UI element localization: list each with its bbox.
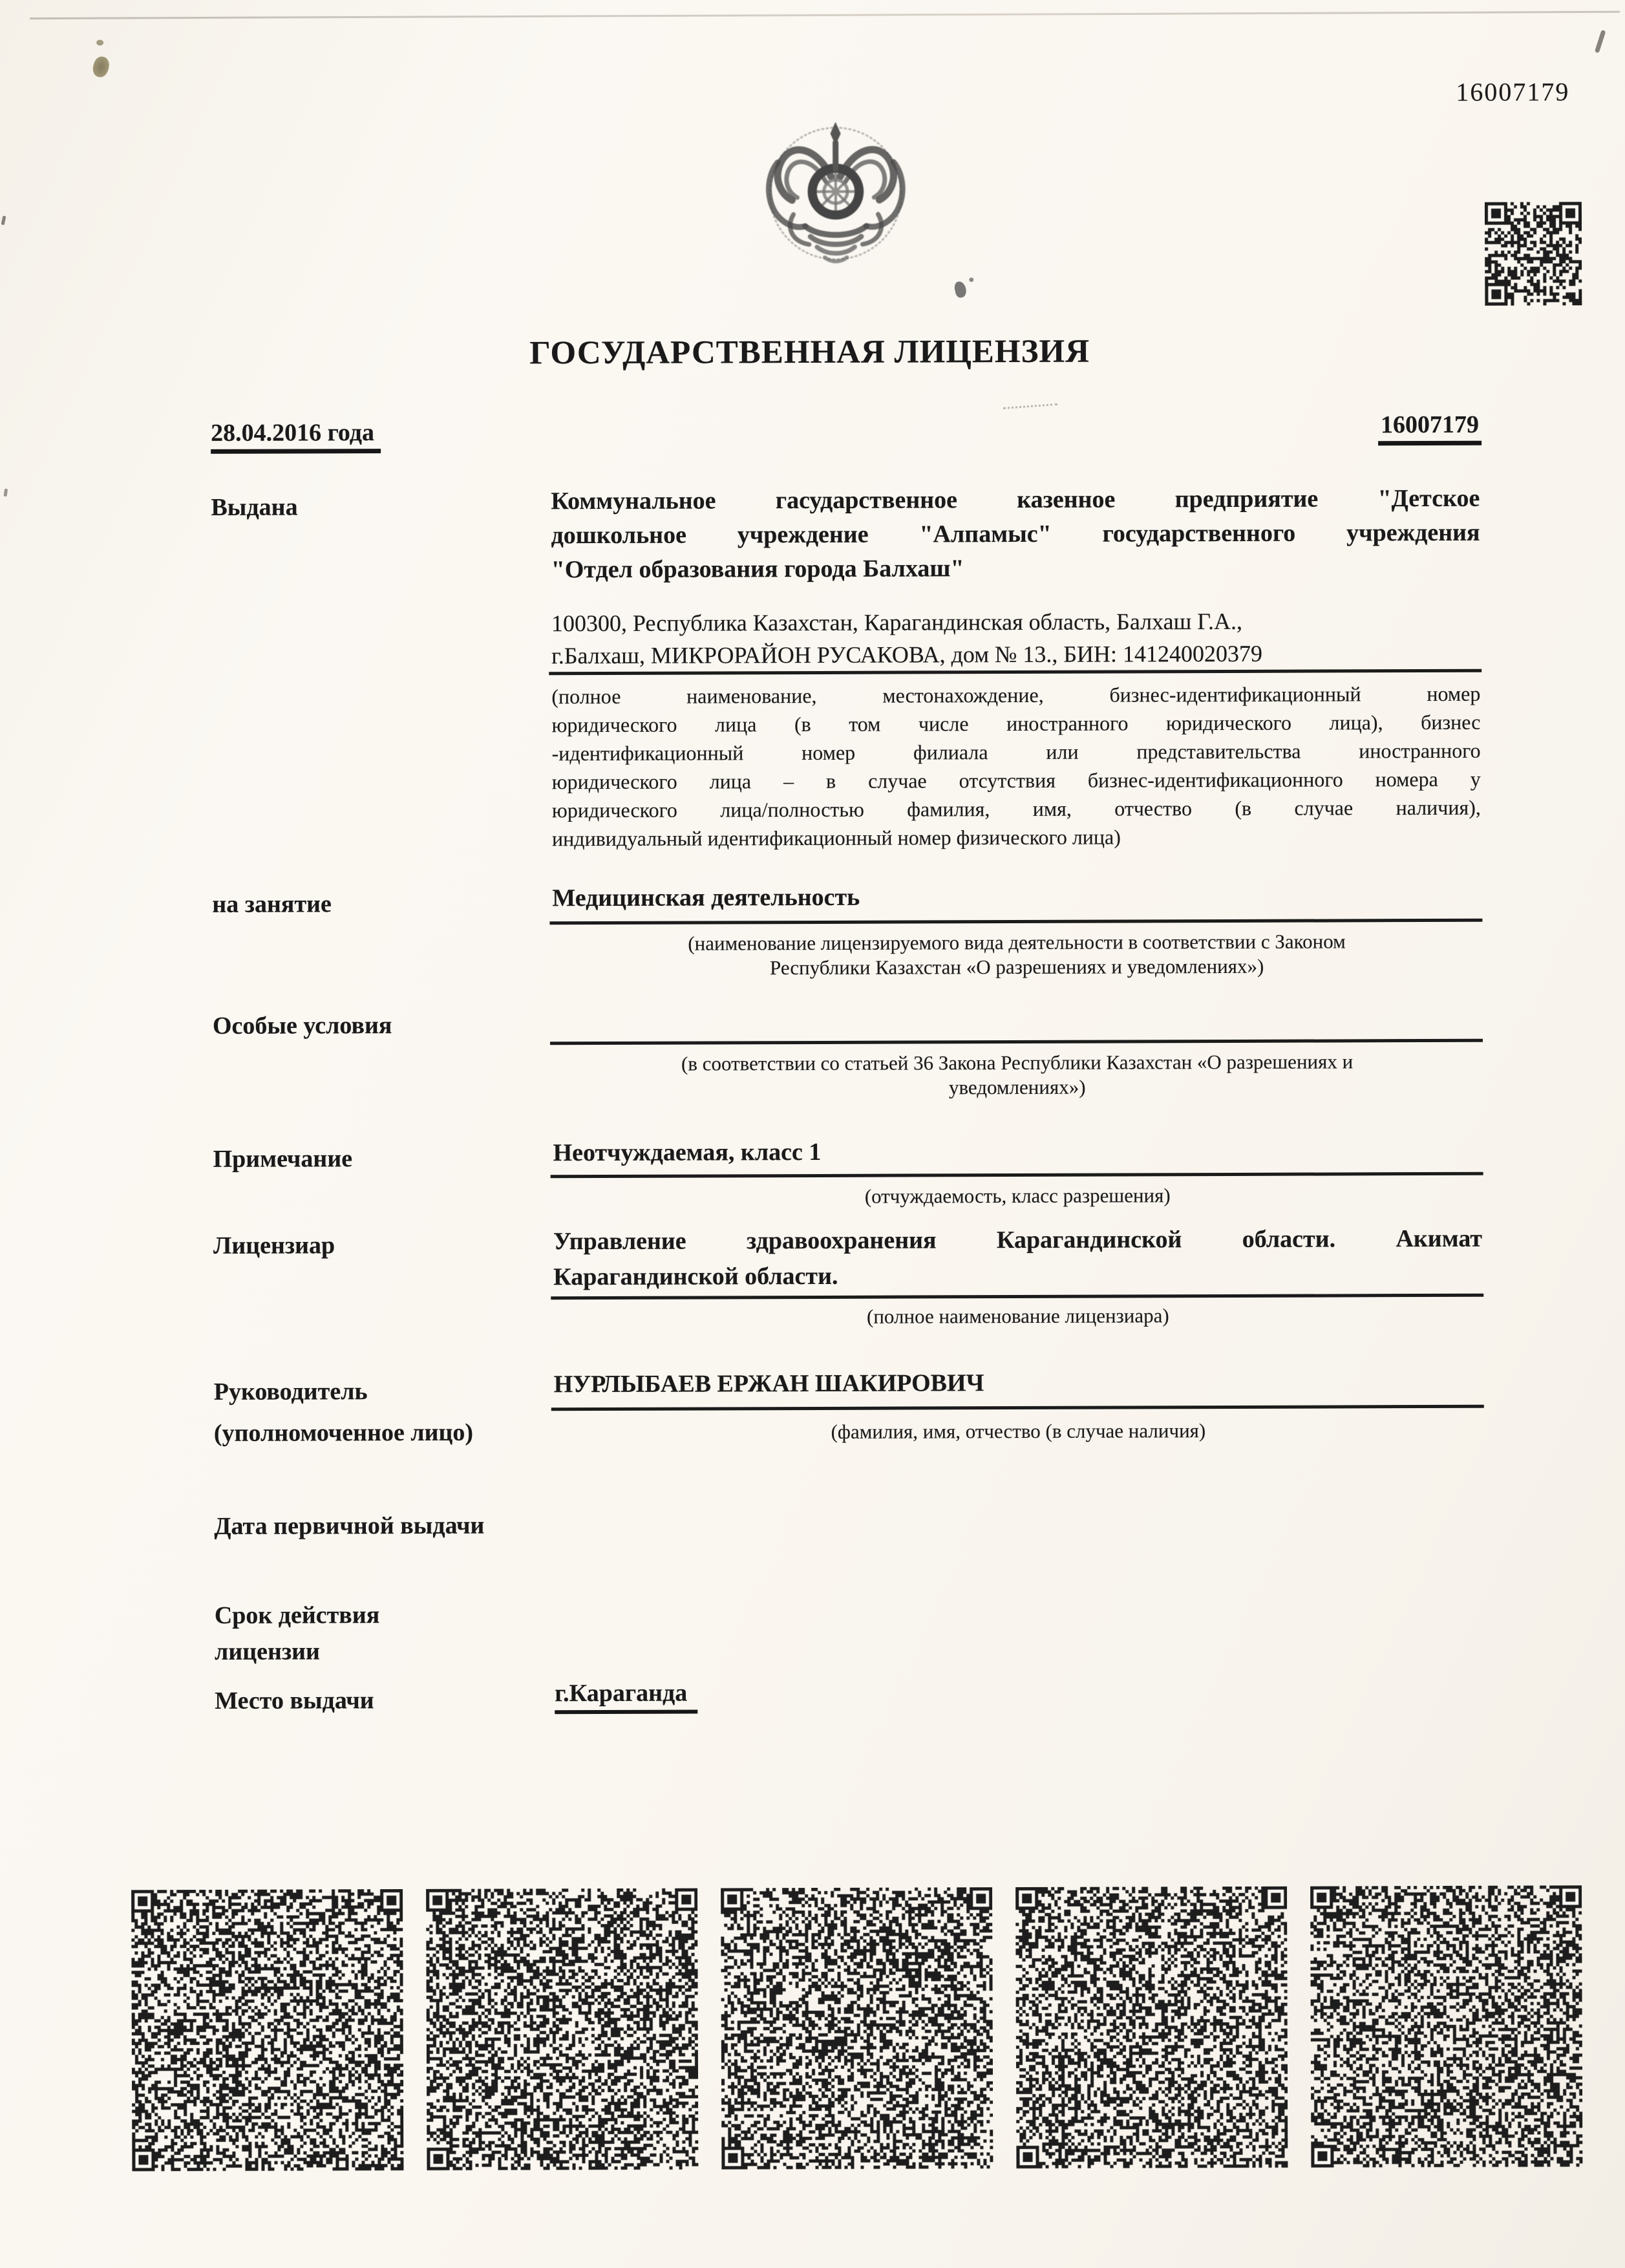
licensor-line: Управление здравоохранения Карагандинской области. Акимат	[553, 1225, 1483, 1256]
scan-artifact	[1, 216, 6, 226]
issued-to-address-line: 100300, Республика Казахстан, Карагандинская область, Балхаш Г.А.,	[551, 608, 1243, 637]
page-title: ГОСУДАРСТВЕННАЯ ЛИЦЕНЗИЯ	[529, 333, 1090, 372]
footnote-line: юридического лица – в случае отсутствия бизнес-идентификационного номера у	[551, 767, 1481, 794]
field-label-activity: на занятие	[212, 890, 332, 918]
datamatrix-barcode	[426, 1888, 698, 2171]
scan-artifact	[4, 489, 8, 497]
field-label-first-issue-date: Дата первичной выдачи	[214, 1512, 485, 1540]
footnote-line: индивидуальный идентификационный номер физического лица)	[551, 825, 1121, 851]
issued-to-name-line: Коммунальное гасударственное казенное предприятие "Детское	[551, 484, 1480, 515]
document-number-top: 16007179	[1456, 77, 1570, 107]
field-label-licensor: Лицензиар	[213, 1232, 335, 1259]
issued-to-footnote	[551, 679, 1481, 853]
field-value-issued-to-name	[551, 482, 1480, 588]
scan-artifact	[96, 39, 103, 45]
footnote-line: уведомлениях»)	[948, 1075, 1086, 1099]
form-line	[550, 1039, 1483, 1045]
issued-to-address-line: г.Балхаш, МИКРОРАЙОН РУСАКОВА, дом № 13., БИН: 141240020379	[551, 640, 1263, 669]
kazakhstan-emblem-icon	[754, 116, 918, 277]
footnote-line: (в соответствии со статьей 36 Закона Республики Казахстан «О разрешениях и	[681, 1050, 1354, 1075]
scan-artifact	[91, 55, 111, 79]
datamatrix-barcode	[721, 1887, 993, 2170]
remark-footnote: (отчуждаемость, класс разрешения)	[864, 1184, 1171, 1208]
footnote-line: -идентификационный номер филиала или представительства иностранного	[551, 738, 1481, 765]
scan-artifact	[1003, 403, 1057, 409]
scan-artifact	[30, 11, 1620, 19]
issue-date: 28.04.2016 года	[211, 418, 381, 454]
footnote-line: Республики Казахстан «О разрешениях и уведомлениях»)	[769, 954, 1264, 979]
licensor-line: Карагандинской области.	[553, 1262, 838, 1291]
issued-to-name-line: дошкольное учреждение "Алпамыс" государственного учреждения	[551, 519, 1480, 550]
license-number: 16007179	[1378, 411, 1482, 446]
field-label-remark: Примечание	[213, 1145, 353, 1173]
field-label-head-secondary: (уполномоченное лицо)	[213, 1418, 474, 1447]
field-value-licensor	[553, 1221, 1482, 1296]
field-value-activity: Медицинская деятельность	[552, 883, 860, 912]
form-line	[551, 1405, 1484, 1411]
special-conditions-footnote	[553, 1049, 1482, 1102]
scan-artifact	[969, 277, 973, 282]
activity-footnote	[552, 929, 1481, 981]
field-label-validity-period: Срок действия лицензии	[214, 1601, 380, 1665]
footnote-line: юридического лица/полностью фамилия, имя, отчество (в случае наличия),	[551, 795, 1481, 822]
issued-to-name-line: "Отдел образования города Балхаш"	[551, 555, 964, 584]
qr-code	[1485, 202, 1582, 305]
footnote-line: юридического лица (в том числе иностранного юридического лица), бизнес	[551, 710, 1481, 737]
form-line	[551, 1172, 1483, 1179]
footnote-line: (наименование лицензируемого вида деятельности в соответствии с Законом	[688, 930, 1346, 955]
barcode-strip	[0, 0, 1621, 3]
field-label-place-of-issue: Место выдачи	[215, 1687, 374, 1715]
field-label-head: Руководитель	[213, 1378, 368, 1406]
field-label-issued-to: Выдана	[211, 493, 298, 521]
field-label-special-conditions: Особые условия	[212, 1012, 392, 1040]
scan-artifact	[953, 281, 968, 299]
licensor-footnote: (полное наименование лицензиара)	[866, 1304, 1169, 1328]
head-footnote: (фамилия, имя, отчество (в случае наличия)	[831, 1419, 1206, 1443]
field-value-place-of-issue: г.Караганда	[555, 1679, 697, 1715]
datamatrix-barcode	[1310, 1885, 1582, 2168]
field-value-issued-to-address	[551, 604, 1480, 672]
field-value-head: НУРЛЫБАЕВ ЕРЖАН ШАКИРОВИЧ	[553, 1369, 984, 1398]
field-value-remark: Неотчуждаемая, класс 1	[553, 1138, 822, 1167]
footnote-line: (полное наименование, местонахождение, бизнес-идентификационный номер	[551, 681, 1481, 709]
scan-artifact	[1595, 30, 1606, 53]
datamatrix-barcode	[1015, 1887, 1288, 2169]
datamatrix-barcode	[131, 1889, 403, 2172]
form-line	[549, 919, 1482, 925]
